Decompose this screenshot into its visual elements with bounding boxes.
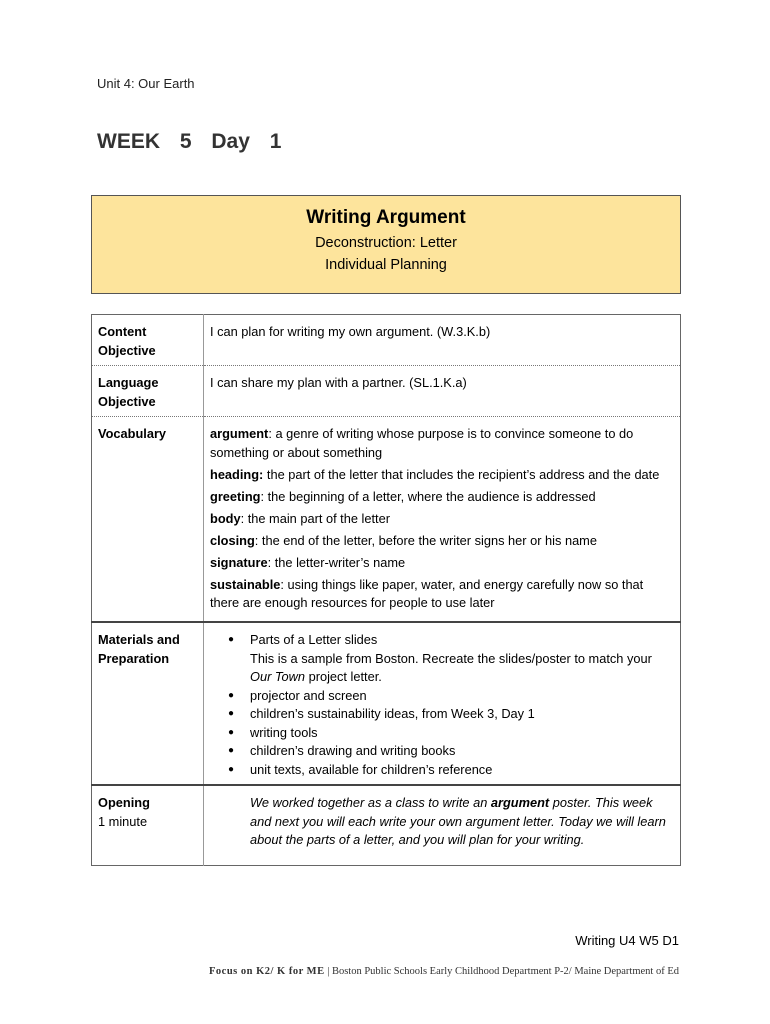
page-code: Writing U4 W5 D1 xyxy=(575,933,679,948)
label-line: Objective xyxy=(98,393,156,409)
week-day-heading xyxy=(97,130,281,154)
label-line: Opening xyxy=(98,795,150,810)
vocab-definition: the end of the letter, before the writer signs her or his name xyxy=(261,532,597,548)
list-item: ● children’s drawing and writing books xyxy=(250,742,674,761)
vocab-definition: using things like paper, water, and energy carefully now so that there are enough resources for people to use later xyxy=(210,576,644,610)
vocab-sep: : xyxy=(268,426,276,441)
opening-script xyxy=(210,794,674,860)
language-objective-value: I can share my plan with a partner. (SL.1.K.a) xyxy=(204,366,681,417)
label-line: Language xyxy=(98,375,159,390)
vocab-term: body xyxy=(210,510,241,526)
table-row-content-objective xyxy=(92,315,681,366)
row-label xyxy=(92,366,204,417)
row-label: Vocabulary xyxy=(98,426,167,441)
vocab-item xyxy=(210,425,674,462)
vocab-term: argument xyxy=(210,426,269,441)
vocabulary-list xyxy=(204,417,681,623)
script-text: We worked together as a class to write an xyxy=(250,795,491,810)
vocab-definition: the letter-writer’s name xyxy=(274,554,406,570)
row-label xyxy=(92,622,204,785)
list-item: ● projector and screen xyxy=(250,687,674,706)
lesson-subtitle: Deconstruction: Letter xyxy=(315,235,457,251)
vocab-item xyxy=(210,488,674,507)
lesson-title: Writing Argument xyxy=(306,207,466,228)
table-row-language-objective xyxy=(92,366,681,417)
day-label: Day 1 xyxy=(211,130,282,153)
footer-credit xyxy=(209,966,679,977)
table-row-opening xyxy=(92,785,681,865)
materials-list xyxy=(204,622,681,785)
list-item: ● children’s sustainability ideas, from Week 3, Day 1 xyxy=(250,705,674,724)
vocab-item xyxy=(210,510,674,529)
opening-time: 1 minute xyxy=(98,813,148,829)
vocab-definition: the main part of the letter xyxy=(247,510,390,526)
vocab-item xyxy=(210,532,674,551)
row-label xyxy=(92,315,204,366)
week-label: WEEK 5 xyxy=(97,130,192,153)
vocab-definition: the part of the letter that includes the recipient’s address and the date xyxy=(266,466,660,482)
unit-title: Unit 4: Our Earth xyxy=(97,76,195,91)
footer-text: | Boston Public Schools Early Childhood Department P-2/ Maine Department of Ed xyxy=(324,966,679,977)
footer-brand: Focus on K2/ K for ME xyxy=(209,966,325,977)
opening-text xyxy=(204,785,681,865)
list-item: ● unit texts, available for children’s reference xyxy=(250,761,674,780)
label-line: Preparation xyxy=(98,650,170,666)
script-bold: argument xyxy=(490,795,550,810)
material-note xyxy=(250,651,652,685)
content-objective-value: I can plan for writing my own argument. (W.3.K.b) xyxy=(204,315,681,366)
table-row-vocabulary xyxy=(92,417,681,623)
label-line: Materials and xyxy=(98,632,180,647)
vocab-term: closing xyxy=(210,532,255,548)
vocab-sep: : xyxy=(280,576,288,592)
label-line: Objective xyxy=(98,342,156,358)
row-label xyxy=(92,785,204,865)
vocab-item xyxy=(210,554,674,573)
vocab-term: heading: xyxy=(210,466,264,482)
vocab-term: sustainable xyxy=(210,576,281,592)
vocab-sep: : xyxy=(260,488,268,504)
vocab-sep: : xyxy=(240,510,248,526)
table-row-materials xyxy=(92,622,681,785)
script-text: poster. This week and next you will each write your own argument letter. Today we will learn about the parts of a letter, and you will plan for your writing. xyxy=(250,795,666,847)
vocab-term: signature xyxy=(210,554,268,570)
vocab-definition: a genre of writing whose purpose is to convince someone to do something or about something xyxy=(210,426,634,460)
lesson-subtitle-2: Individual Planning xyxy=(325,257,447,273)
vocab-item xyxy=(210,466,674,485)
list-item: ● writing tools xyxy=(250,724,674,743)
vocab-definition: the beginning of a letter, where the audience is addressed xyxy=(267,488,596,504)
lesson-banner xyxy=(91,195,681,294)
note-emphasis: Our Town xyxy=(250,669,306,684)
vocab-sep: : xyxy=(254,532,262,548)
lesson-table xyxy=(91,314,681,866)
note-text: project letter. xyxy=(305,669,382,684)
note-text: This is a sample from Boston. Recreate the slides/poster to match your xyxy=(250,650,652,666)
vocab-item xyxy=(210,576,674,613)
material-text: Parts of a Letter slides xyxy=(250,632,378,647)
vocab-term: greeting xyxy=(210,488,261,504)
label-line: Content xyxy=(98,324,147,339)
vocab-sep: : xyxy=(267,554,275,570)
list-item xyxy=(250,631,674,687)
